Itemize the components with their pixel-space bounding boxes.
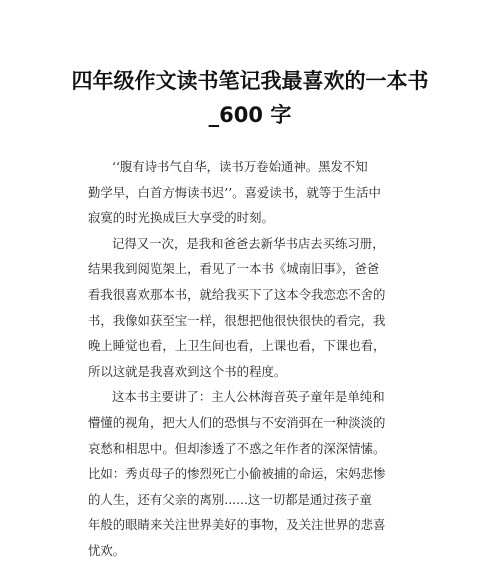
text-line: 懵懂的视角，把大人们的恐惧与不安消弭在一种淡淡的 bbox=[88, 414, 386, 430]
text-line: ‘‘腹有诗书气自华，读书万卷始通神。黑发不知 bbox=[112, 159, 368, 174]
article-body bbox=[88, 154, 412, 564]
title-line-1: 四年级作文读书笔记我最喜欢的一本书 bbox=[71, 69, 429, 93]
text-line: 哀愁和相思中。但却渗透了不惑之年作者的深深情愫。 bbox=[88, 440, 386, 456]
text-line: 勤学早，白首方悔读书迟’’。喜爱读书，就等于生活中 bbox=[88, 184, 381, 200]
paragraph-3 bbox=[88, 384, 412, 563]
text-line: 书，我像如获至宝一样，很想把他很快很快的看完，我 bbox=[88, 312, 386, 328]
text-line: 寂寞的时光换成巨大享受的时刻。 bbox=[88, 210, 274, 226]
text-line: 晚上睡觉也看，上卫生间也看，上课也看，下课也看， bbox=[88, 338, 386, 354]
title-line-2: _600 字 bbox=[208, 103, 292, 127]
text-line: 这本书主要讲了：主人公林海音英子童年是单纯和 bbox=[112, 389, 385, 405]
paragraph-2 bbox=[88, 231, 412, 385]
text-line: 比如：秀贞母子的惨烈死亡小偷被捕的命运，宋妈悲惨 bbox=[88, 466, 386, 482]
text-line: 看我很喜欢那本书，就给我买下了这本令我恋恋不舍的 bbox=[88, 286, 386, 302]
text-line: 所以这就是我喜欢到这个书的程度。 bbox=[88, 363, 287, 379]
article-title bbox=[70, 64, 430, 132]
text-line: 忧欢。 bbox=[88, 542, 126, 558]
text-line: 结果我到阅览架上，看见了一本书《城南旧事》，爸爸 bbox=[88, 261, 380, 277]
text-line: 的人生，还有父亲的离别......这一切都是通过孩子童 bbox=[88, 491, 372, 507]
text-line: 年般的眼睛来关注世界美好的事物，及关注世界的悲喜 bbox=[88, 517, 386, 533]
text-line: 记得又一次，是我和爸爸去新华书店去买练习册， bbox=[112, 235, 385, 251]
paragraph-1 bbox=[88, 154, 412, 231]
